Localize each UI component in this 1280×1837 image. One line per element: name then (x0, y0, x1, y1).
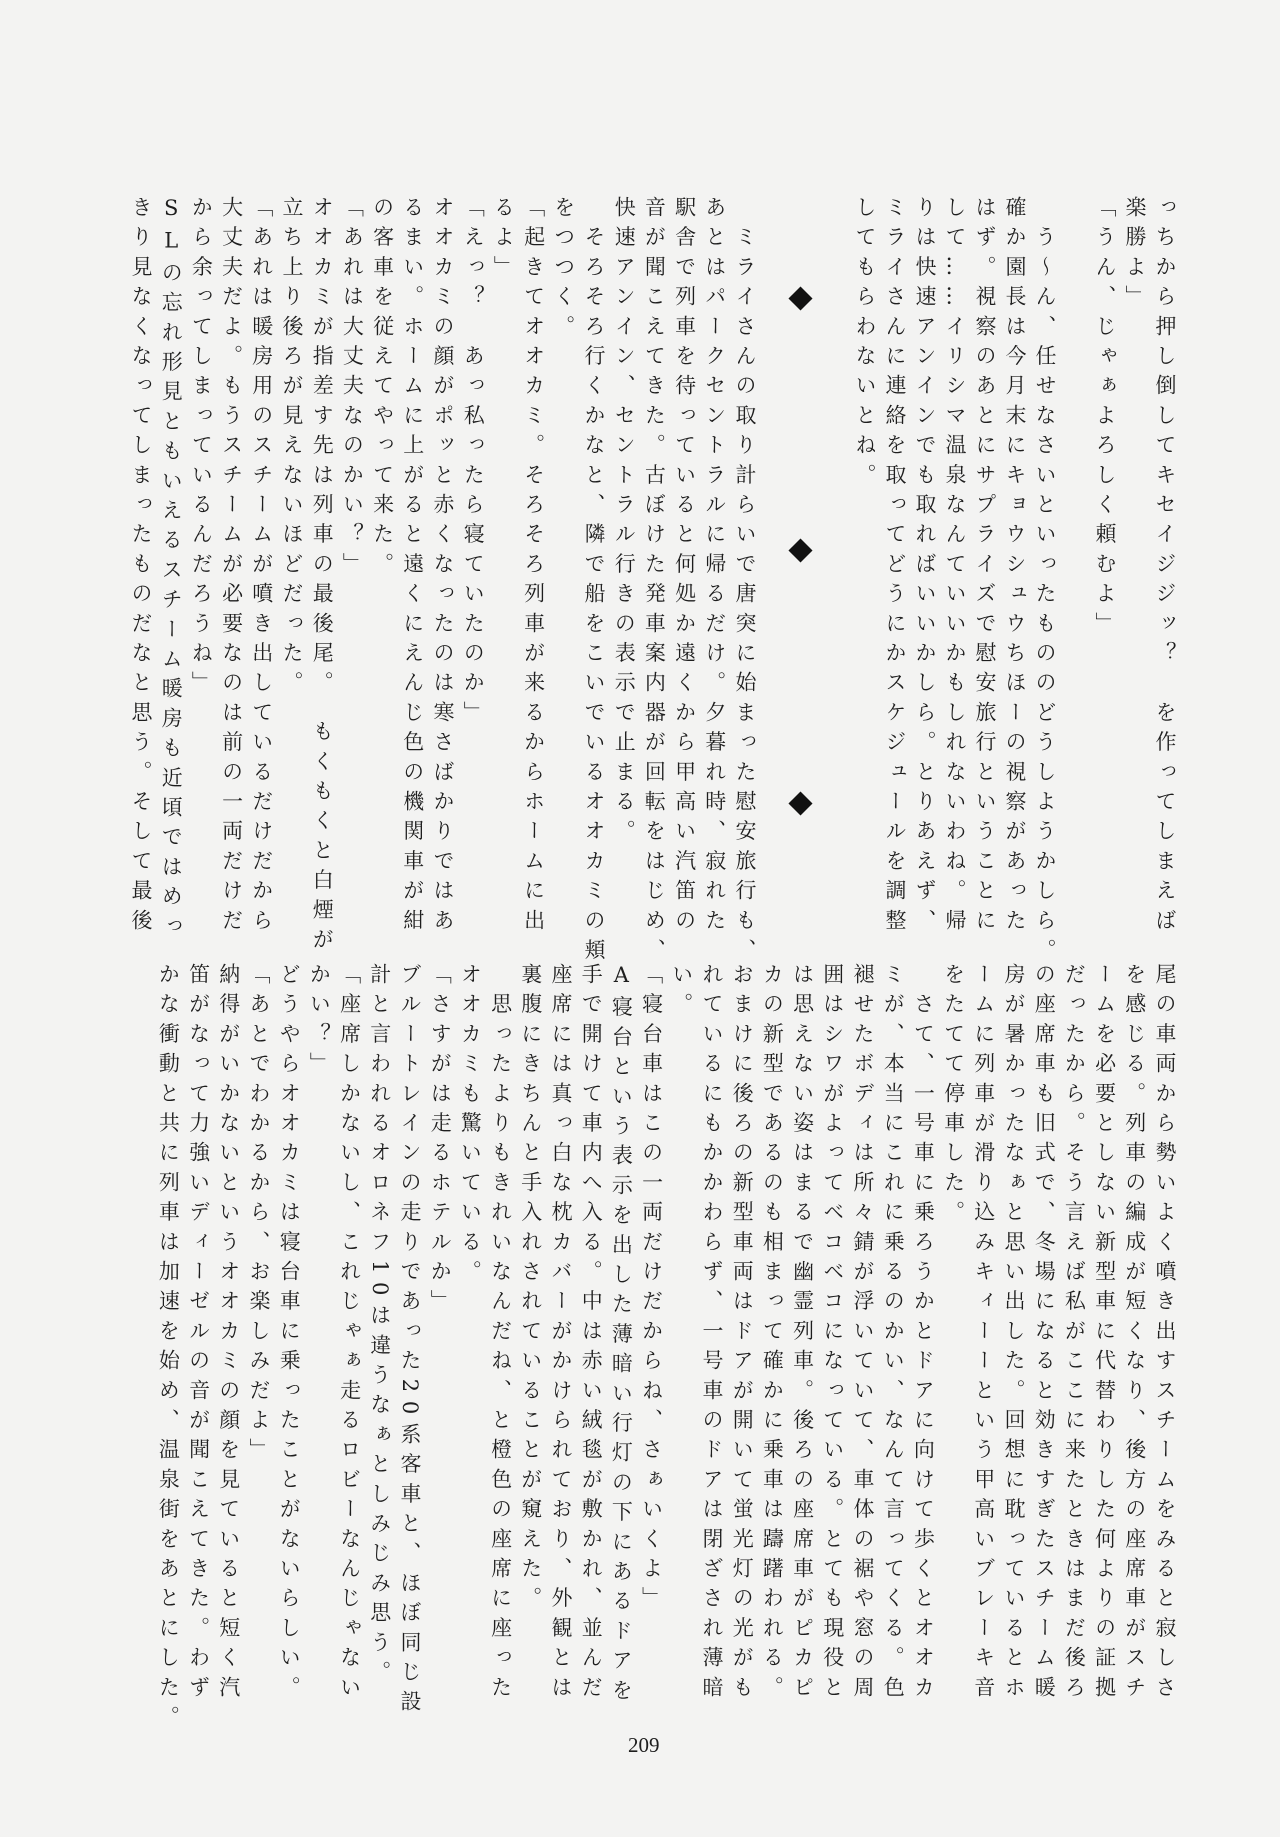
text-line: 「えっ？ あっ私ったら寝ていたのか」 (461, 196, 486, 731)
text-line: の客車を従えてやって来た。 (370, 196, 395, 583)
text-line: っちから押し倒してキセイジジッ？ を作ってしまえば (1153, 196, 1177, 939)
text-line: は思えない姿はまるで幽霊列車。後ろの座席車がピカピ (790, 963, 815, 1706)
text-line: の座席車も旧式で、冬場になると効きすぎたスチーム暖 (1032, 963, 1057, 1706)
text-line: 「あれは大丈夫なのかい？」 (340, 196, 365, 583)
text-line: 「起きてオオカミ。そろそろ列車が来るからホームに出 (521, 196, 546, 939)
text-line: をたてて停車した。 (941, 963, 966, 1231)
text-line: 快速アンイン、セントラル行きの表示で止まる。 (612, 196, 637, 850)
text-line: 音が聞こえてきた。古ぼけた発車案内器が回転をはじめ、 (642, 196, 667, 969)
text-line: を感じる。列車の編成が短くなり、後方の座席車がスチ (1122, 963, 1147, 1706)
text-line: 楽勝よ」 (1123, 196, 1147, 315)
text-line: ームに列車が滑り込みキィーーという甲高いブレーキ音 (971, 963, 996, 1706)
text-line: オオカミが指差す先は列車の最後尾。 もくもくと白煙が (310, 196, 335, 958)
text-line: れているにもかかわらず、一号車のドアは閉ざされ薄暗 (700, 963, 724, 1706)
text-line: おまけに後ろの新型車両はドアが開いて蛍光灯の光がも (730, 963, 755, 1706)
text-line: 手で開けて車内へ入る。中は赤い絨毯が敷かれ、並んだ (579, 963, 604, 1706)
text-line: 裏腹にきちんと手入れされていることが窺えた。 (518, 963, 543, 1617)
text-line: から余ってしまっているんだろうね」 (189, 196, 214, 701)
text-line: きり見なくなってしまったものだなと思う。そして最後 (129, 196, 153, 939)
text-line: して……イリシマ温泉なんていいかもしれないわね。帰 (943, 196, 967, 939)
text-line: 立ち上り後ろが見えないほどだった。 (280, 196, 304, 701)
text-line: 「さすがは走るホテルか」 (428, 963, 453, 1320)
text-line: かな衝動と共に列車は加速を始め、温泉街をあとにした。 (156, 963, 181, 1736)
text-line: りは快速アンインでも取ればいいかしら。とりあえず、 (913, 196, 937, 939)
text-line: ミライさんの取り計らいで唐突に始まった慰安旅行も、 (733, 196, 757, 969)
text-line: 納得がいかないというオオカミの顔を見ていると短く汽 (216, 963, 241, 1706)
text-line: 座席には真っ白な枕カバーがかけられており、外観とは (549, 963, 573, 1706)
text-line: 「あれは暖房用のスチームが噴き出しているだけだから (249, 196, 274, 939)
text-line: だったから。そう言えば私がここに来たときはまだ後ろ (1062, 963, 1087, 1706)
text-line: A寝台という表示を出した薄暗い行灯の下にあるドアを (609, 963, 634, 1709)
text-line: 笛がなって力強いディーゼルの音が聞こえてきた。わず (186, 963, 211, 1706)
text-line: う〜ん、任せなさいといったもののどうしようかしら。 (1033, 196, 1057, 969)
text-line: るまい。ホームに上がると遠くにえんじ色の機関車が紺 (400, 196, 425, 939)
text-line: そろそろ行くかなと、隣で船をこいでいるオオカミの頬 (582, 196, 606, 969)
text-line: 褪せたボディは所々錆が浮いていて、車体の裾や窓の周 (851, 963, 875, 1706)
text-line: オオカミも驚いている。 (458, 963, 483, 1290)
text-line: 「うん、じゃぁよろしく頼むよ」 (1093, 196, 1117, 642)
text-line: ームを必要としない新型車に代替わりした何よりの証拠 (1092, 963, 1117, 1706)
text-line: オオカミの顔がポッと赤くなったのは寒さばかりではあ (431, 196, 455, 939)
text-line: 計と言われるオロネフ10は違うなぁとしみじみ思う。 (367, 963, 392, 1691)
text-line: SLの忘れ形見ともいえるスチーム暖房も近頃ではめっ (159, 196, 184, 945)
text-line: 思ったよりもきれいなんだね、と橙色の座席に座った (488, 963, 513, 1706)
text-line: 囲はシワがよってベコベコになっている。とても現役と (820, 963, 845, 1706)
text-line: 「座席しかないし、これじゃぁ走るロビーなんじゃない (337, 963, 362, 1706)
diamond-icon (788, 791, 812, 815)
text-line: どうやらオオカミは寝台車に乗ったことがないらしい。 (277, 963, 302, 1706)
page-number: 209 (628, 1733, 660, 1757)
text-line: をつつく。 (551, 196, 576, 345)
text-line: ブルートレインの走りであった20系客車と、ほぼ同じ設 (398, 963, 422, 1720)
text-line: かい？」 (307, 963, 332, 1082)
diamond-icon (788, 286, 812, 310)
text-line: はず。視察のあとにサプライズで慰安旅行ということに (973, 196, 997, 939)
text-line: るよ」 (491, 196, 516, 286)
text-line: さて、一号車に乗ろうかとドアに向けて歩くとオオカ (911, 963, 936, 1706)
text-line: カの新型であるのも相まって確かに乗車は躊躇われる。 (760, 963, 785, 1706)
text-line: あとはパークセントラルに帰るだけ。夕暮れ時、寂れた (702, 196, 727, 939)
text-line: 尾の車両から勢いよく噴き出すスチームをみると寂しさ (1153, 963, 1177, 1706)
text-line: ミが、本当にこれに乗るのかい、なんて言ってくる。色 (881, 963, 906, 1706)
text-line: 房が暑かったなぁと思い出した。回想に耽っているとホ (1002, 963, 1026, 1706)
text-line: 駅舎で列車を待っていると何処か遠くから甲高い汽笛の (672, 196, 697, 939)
text-line: 「あとでわかるから、お楽しみだよ」 (247, 963, 271, 1468)
text-line: 確か園長は今月末にキョウシュウちほーの視察があった (1003, 196, 1027, 939)
text-line: ミライさんに連絡を取ってどうにかスケジュールを調整 (883, 196, 907, 939)
diamond-icon (788, 538, 812, 562)
text-line: してもらわないとね。 (853, 196, 877, 493)
text-line: 「寝台車はこの一両だけだからね、さぁいくよ」 (639, 963, 664, 1617)
text-line: 大丈夫だよ。もうスチームが必要なのは前の一両だけだ (219, 196, 244, 939)
text-line: い。 (669, 963, 694, 1023)
